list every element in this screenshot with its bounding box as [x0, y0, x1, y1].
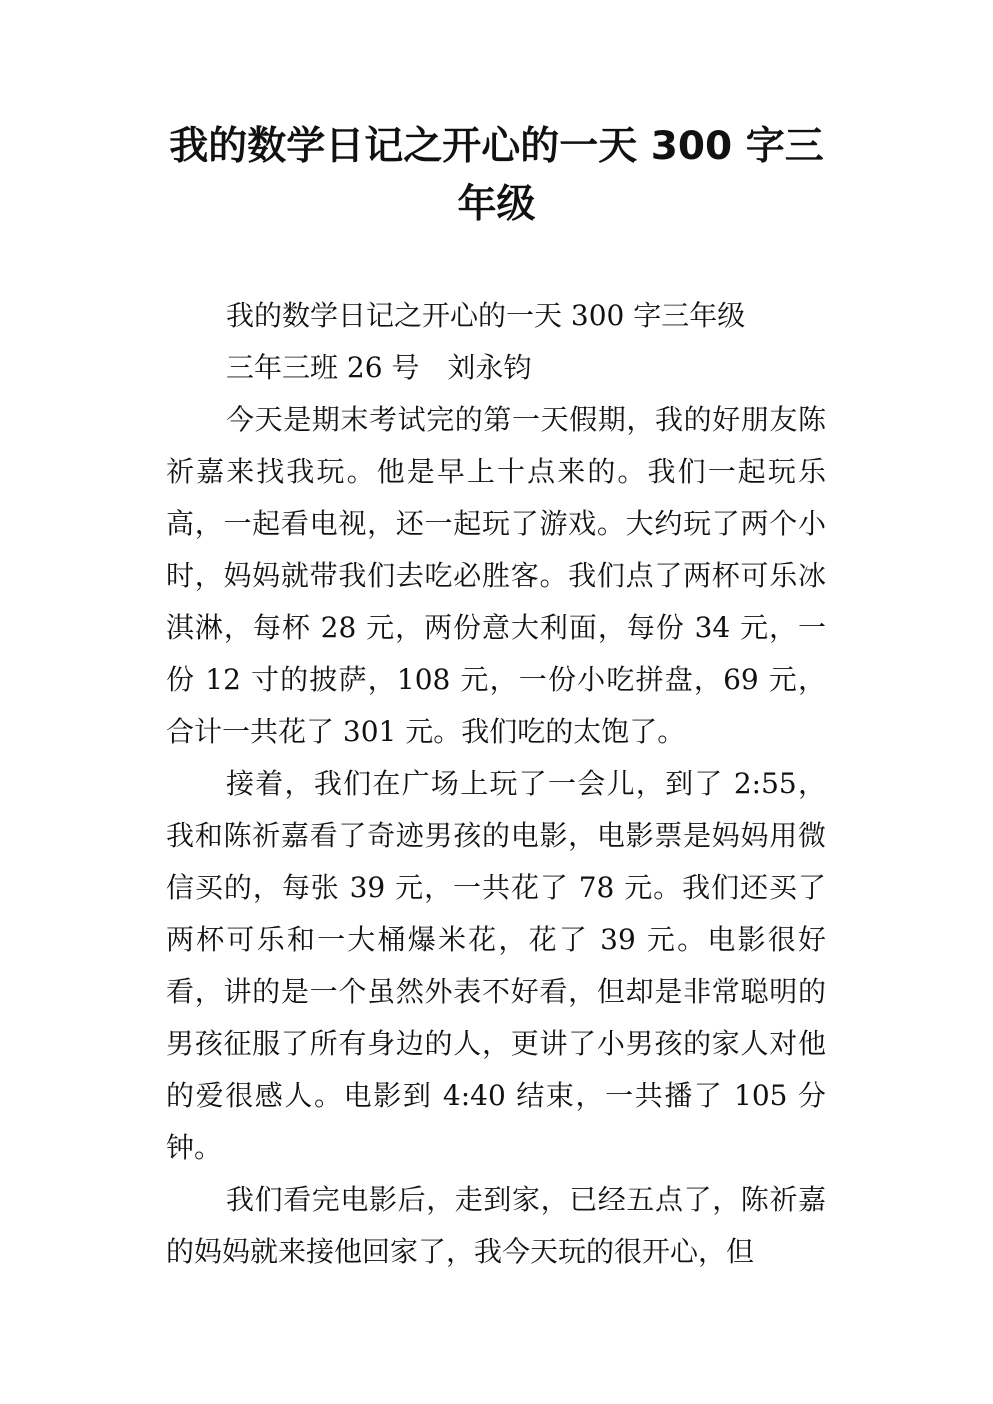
title-line-1: 我的数学日记之开心的一天 300 字三 — [169, 124, 824, 169]
paragraph-1: 今天是期末考试完的第一天假期，我的好朋友陈祈嘉来找我玩。他是早上十点来的。我们一起玩乐高，一起看电视，还一起玩了游戏。大约玩了两个小时，妈妈就带我们去吃必胜客。我们点了两杯可乐冰淇淋，每杯 28 元，两份意大利面，每份 34 元，一份 12 寸的披萨，108 元，一份小吃拼盘，69 元，合计一共花了 301 元。我们吃的太饱了。 — [166, 403, 826, 748]
document-title — [120, 118, 873, 234]
paragraph-3: 我们看完电影后，走到家，已经五点了，陈祈嘉的妈妈就来接他回家了，我今天玩的很开心，但 — [166, 1183, 826, 1268]
document-body — [166, 290, 826, 1278]
title-line-2: 年级 — [457, 182, 536, 227]
paragraph-author: 三年三班 26 号 刘永钧 — [226, 351, 532, 384]
paragraph-heading: 我的数学日记之开心的一天 300 字三年级 — [226, 299, 746, 332]
paragraph-2: 接着，我们在广场上玩了一会儿，到了 2:55，我和陈祈嘉看了奇迹男孩的电影，电影票是妈妈用微信买的，每张 39 元，一共花了 78 元。我们还买了两杯可乐和一大桶爆米花，花了 39 元。电影很好看，讲的是一个虽然外表不好看，但却是非常聪明的男孩征服了所有身边的人，更讲了小男孩的家人对他的爱很感人。电影到 4:40 结束，一共播了 105 分钟。 — [166, 767, 826, 1164]
